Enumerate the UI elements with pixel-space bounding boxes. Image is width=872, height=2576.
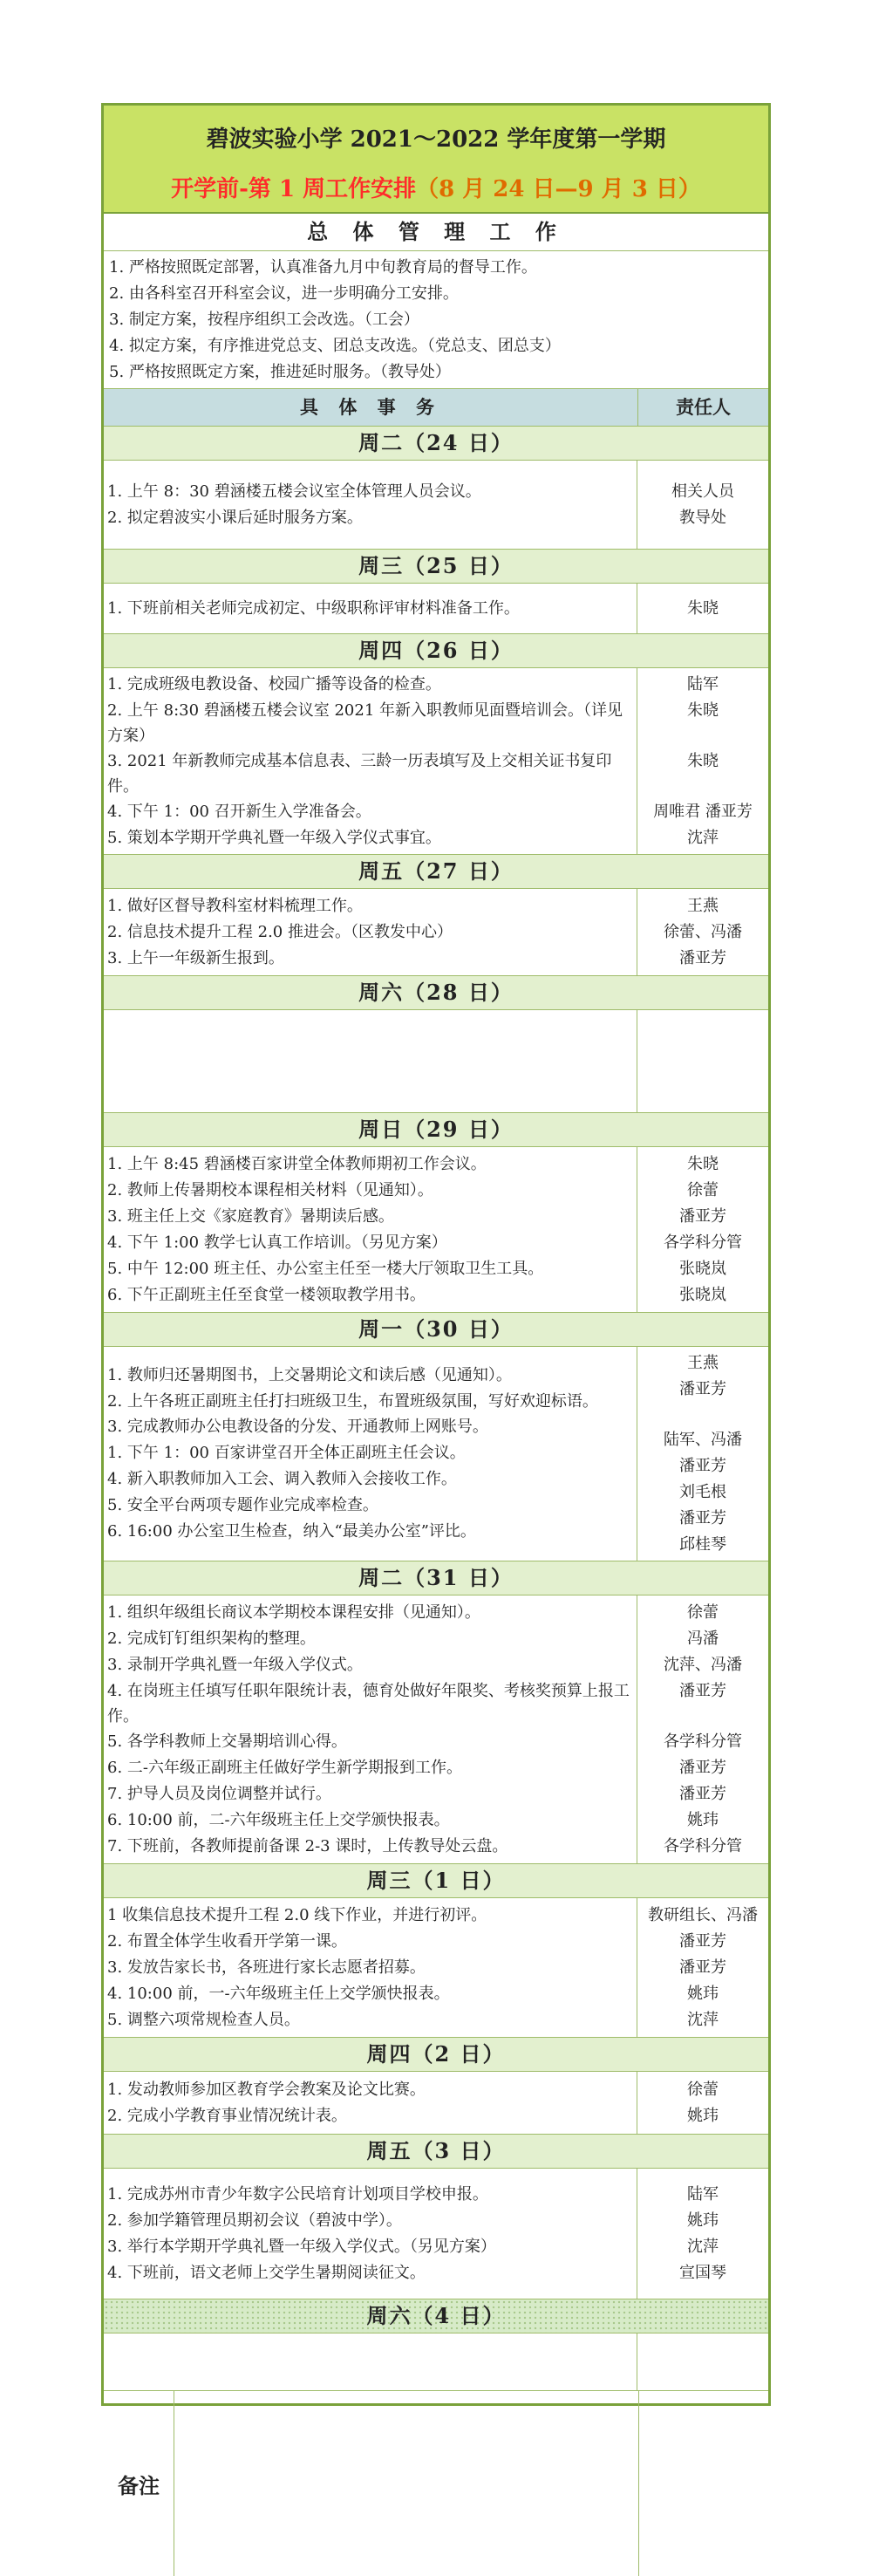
owner-name: 王燕	[687, 1353, 719, 1372]
day-header: 周一（30 日）	[104, 1313, 768, 1347]
task-item: 1. 教师归还暑期图书，上交暑期论文和读后感（见通知）。	[107, 1366, 512, 1384]
day-header: 周三（25 日）	[104, 550, 768, 584]
day-owners	[637, 2169, 768, 2299]
owner-name: 各学科分管	[664, 1836, 742, 1855]
day-tasks	[104, 584, 637, 633]
day-tasks	[104, 461, 637, 549]
task-item: 3. 上午一年级新生报到。	[107, 948, 284, 967]
day-owners	[637, 1347, 768, 1561]
task-item: 4. 10:00 前，一-六年级班主任上交学颁快报表。	[107, 1984, 450, 2003]
day-block	[104, 1147, 768, 1313]
owner-name: 沈萍、冯潘	[664, 1655, 742, 1674]
notes-row	[104, 2391, 768, 2576]
task-item: 4. 在岗班主任填写任职年限统计表，德育处做好年限奖、考核奖预算上报工作。	[107, 1681, 630, 1725]
task-item: 4. 新入职教师加入工会、调入教师入会接收工作。	[107, 1470, 457, 1488]
task-item: 4. 下班前，语文老师上交学生暑期阅读征文。	[107, 2263, 426, 2282]
owner-name: 姚玮	[687, 2106, 719, 2125]
management-item: 1. 严格按照既定部署，认真准备九月中旬教育局的督导工作。	[109, 258, 537, 277]
day-block-empty	[104, 2333, 768, 2391]
day-block	[104, 2072, 768, 2135]
day-block	[104, 1595, 768, 1864]
owner-name: 徐蕾、冯潘	[664, 922, 742, 941]
task-item: 5. 安全平台两项专题作业完成率检查。	[107, 1496, 378, 1514]
owner-name: 张晓岚	[679, 1285, 726, 1304]
week-date-range: （8 月 24 日—9 月 3 日）	[416, 176, 701, 202]
task-item: 2. 上午 8:30 碧涵楼五楼会议室 2021 年新入职教师见面暨培训会。（详见方案）	[107, 700, 623, 745]
owner-name: 潘亚芳	[679, 1784, 726, 1803]
day-owners	[637, 1147, 768, 1312]
task-item: 6. 下午正副班主任至食堂一楼领取教学用书。	[107, 1285, 426, 1304]
task-item: 3. 举行本学期开学典礼暨一年级入学仪式。（另见方案）	[107, 2237, 496, 2256]
task-item: 7. 下班前，各教师提前备课 2-3 课时，上传教导处云盘。	[107, 1836, 508, 1855]
task-item: 4. 下午 1：00 召开新生入学准备会。	[107, 802, 371, 821]
owner-name: 姚玮	[687, 2210, 719, 2230]
task-item: 1. 上午 8:45 碧涵楼百家讲堂全体教师期初工作会议。	[107, 1154, 487, 1173]
notes-owner	[639, 2391, 768, 2576]
day-header: 周日（29 日）	[104, 1113, 768, 1147]
day-tasks	[104, 2072, 637, 2134]
management-section-title: 总 体 管 理 工 作	[104, 214, 768, 251]
task-item: 5. 中午 12:00 班主任、办公室主任至一楼大厅领取卫生工具。	[107, 1259, 544, 1278]
task-item: 3. 完成教师办公电教设备的分发、开通教师上网账号。	[107, 1418, 488, 1436]
day-block-empty	[104, 1010, 768, 1113]
task-item: 2. 上午各班正副班主任打扫班级卫生，布置班级氛围，写好欢迎标语。	[107, 1392, 598, 1411]
owner-name: 朱晓	[687, 598, 719, 618]
day-tasks	[104, 1595, 637, 1863]
task-item: 2. 教师上传暑期校本课程相关材料（见通知）。	[107, 1180, 433, 1199]
owner-name: 张晓岚	[679, 1259, 726, 1278]
day-owners	[637, 1010, 768, 1112]
day-owners	[637, 889, 768, 975]
owner-name: 姚玮	[687, 1984, 719, 2003]
day-block	[104, 461, 768, 550]
week-title	[104, 154, 768, 203]
day-header: 周五（3 日）	[104, 2135, 768, 2169]
owner-name: 潘亚芳	[679, 948, 726, 967]
owner-name: 沈萍	[687, 2010, 719, 2029]
day-header: 周四（2 日）	[104, 2038, 768, 2072]
owner-name: 徐蕾	[687, 1180, 719, 1199]
schedule-sheet	[101, 103, 771, 2498]
owner-name: 姚玮	[687, 1810, 719, 1829]
owner-name: 周唯君 潘亚芳	[653, 802, 753, 821]
day-block	[104, 1347, 768, 1561]
task-item: 7. 护导人员及岗位调整并试行。	[107, 1784, 331, 1803]
day-tasks	[104, 2333, 637, 2390]
task-item: 2. 拟定碧波实小课后延时服务方案。	[107, 508, 363, 527]
task-item: 5. 策划本学期开学典礼暨一年级入学仪式事宜。	[107, 828, 441, 847]
task-item: 6. 二-六年级正副班主任做好学生新学期报到工作。	[107, 1758, 462, 1777]
task-item: 3. 发放告家长书，各班进行家长志愿者招募。	[107, 1958, 426, 1977]
day-block	[104, 2169, 768, 2299]
task-item: 2. 信息技术提升工程 2.0 推进会。（区教发中心）	[107, 922, 453, 941]
task-item: 3. 2021 年新教师完成基本信息表、三龄一历表填写及上交相关证书复印件。	[107, 751, 612, 796]
day-tasks	[104, 2169, 637, 2299]
task-item: 1. 下班前相关老师完成初定、中级职称评审材料准备工作。	[107, 598, 520, 618]
day-owners	[637, 2072, 768, 2134]
owner-name: 沈萍	[687, 828, 719, 847]
owner-name: 冯潘	[687, 1629, 719, 1648]
owner-name: 潘亚芳	[679, 1379, 726, 1398]
task-item: 1 收集信息技术提升工程 2.0 线下作业，并进行初评。	[107, 1905, 487, 1924]
management-item: 5. 严格按照既定方案，推进延时服务。（教导处）	[109, 363, 451, 381]
day-header: 周五（27 日）	[104, 855, 768, 889]
task-item: 1. 完成班级电教设备、校园广播等设备的检查。	[107, 674, 441, 694]
task-item: 1. 下午 1：00 百家讲堂召开全体正副班主任会议。	[107, 1444, 466, 1462]
task-item: 1. 组织年级组长商议本学期校本课程安排（见通知）。	[107, 1602, 480, 1622]
task-item: 2. 完成钉钉组织架构的整理。	[107, 1629, 316, 1648]
day-owners	[637, 1595, 768, 1863]
owner-name: 朱晓	[687, 751, 719, 770]
task-item: 2. 参加学籍管理员期初会议（碧波中学）。	[107, 2210, 402, 2230]
day-header: 周二（31 日）	[104, 1561, 768, 1595]
week-label: 开学前-第 1 周工作安排	[171, 176, 417, 202]
day-header: 周三（1 日）	[104, 1864, 768, 1898]
header	[104, 106, 768, 214]
school-term-title: 碧波实验小学 2021～2022 学年度第一学期	[206, 126, 666, 153]
owner-name: 刘毛根	[679, 1482, 726, 1501]
owner-name: 王燕	[687, 896, 719, 915]
owner-name: 陆军、冯潘	[664, 1430, 742, 1449]
day-owners	[637, 584, 768, 633]
owner-name: 教研组长、冯潘	[648, 1905, 758, 1924]
owner-name: 潘亚芳	[679, 1456, 726, 1475]
task-item: 6. 16:00 办公室卫生检查，纳入“最美办公室”评比。	[107, 1522, 476, 1541]
day-block	[104, 668, 768, 855]
day-tasks	[104, 1010, 637, 1112]
day-owners	[637, 461, 768, 549]
task-item: 1. 做好区督导教科室材料梳理工作。	[107, 896, 363, 915]
task-item: 5. 各学科教师上交暑期培训心得。	[107, 1732, 347, 1751]
day-tasks	[104, 1898, 637, 2037]
day-header: 周六（4 日）	[104, 2299, 768, 2333]
day-owners	[637, 2333, 768, 2390]
owner-name: 潘亚芳	[679, 1508, 726, 1527]
day-tasks	[104, 668, 637, 854]
owner-name: 宣国琴	[679, 2263, 726, 2282]
owner-name: 朱晓	[687, 700, 719, 720]
day-owners	[637, 1898, 768, 2037]
task-item: 5. 调整六项常规检查人员。	[107, 2010, 300, 2029]
notes-label: 备注	[104, 2391, 174, 2576]
owner-name: 陆军	[687, 674, 719, 694]
task-item: 1. 发动教师参加区教育学会教案及论文比赛。	[107, 2080, 426, 2099]
day-owners	[637, 668, 768, 854]
owner-name: 相关人员	[671, 482, 734, 501]
owner-name: 朱晓	[687, 1154, 719, 1173]
owner-name: 潘亚芳	[679, 1958, 726, 1977]
column-header-row	[104, 389, 768, 427]
day-block	[104, 1898, 768, 2038]
management-item: 3. 制定方案，按程序组织工会改选。（工会）	[109, 311, 419, 329]
task-item: 3. 录制开学典礼暨一年级入学仪式。	[107, 1655, 363, 1674]
owner-name: 潘亚芳	[679, 1681, 726, 1700]
task-item: 6. 10:00 前，二-六年级班主任上交学颁快报表。	[107, 1810, 450, 1829]
owner-name: 徐蕾	[687, 2080, 719, 2099]
notes-content	[174, 2391, 639, 2576]
day-block	[104, 889, 768, 976]
column-header-tasks: 具 体 事 务	[104, 389, 638, 426]
management-item: 4. 拟定方案，有序推进党总支、团总支改选。（党总支、团总支）	[109, 337, 561, 355]
task-item: 1. 上午 8：30 碧涵楼五楼会议室全体管理人员会议。	[107, 482, 481, 501]
column-header-owner: 责任人	[676, 396, 731, 418]
management-item: 2. 由各科室召开科室会议，进一步明确分工安排。	[109, 284, 459, 303]
day-header: 周四（26 日）	[104, 634, 768, 668]
task-item: 3. 班主任上交《家庭教育》暑期读后感。	[107, 1206, 394, 1226]
day-tasks	[104, 1147, 637, 1312]
owner-name: 潘亚芳	[679, 1931, 726, 1951]
owner-name: 沈萍	[687, 2237, 719, 2256]
day-header: 周六（28 日）	[104, 976, 768, 1010]
owner-name: 各学科分管	[664, 1233, 742, 1252]
owner-name: 潘亚芳	[679, 1206, 726, 1226]
owner-name: 教导处	[679, 508, 726, 527]
task-item: 2. 完成小学教育事业情况统计表。	[107, 2106, 347, 2125]
owner-name: 潘亚芳	[679, 1758, 726, 1777]
task-item: 4. 下午 1:00 教学七认真工作培训。（另见方案）	[107, 1233, 447, 1252]
task-item: 1. 完成苏州市青少年数字公民培育计划项目学校申报。	[107, 2184, 488, 2204]
owner-name: 各学科分管	[664, 1732, 742, 1751]
day-block	[104, 584, 768, 634]
task-item: 2. 布置全体学生收看开学第一课。	[107, 1931, 347, 1951]
day-tasks	[104, 1347, 637, 1561]
day-header: 周二（24 日）	[104, 427, 768, 461]
owner-name: 邱桂琴	[679, 1534, 726, 1554]
owner-name: 徐蕾	[687, 1602, 719, 1622]
management-list	[104, 251, 768, 389]
day-tasks	[104, 889, 637, 975]
owner-name: 陆军	[687, 2184, 719, 2204]
